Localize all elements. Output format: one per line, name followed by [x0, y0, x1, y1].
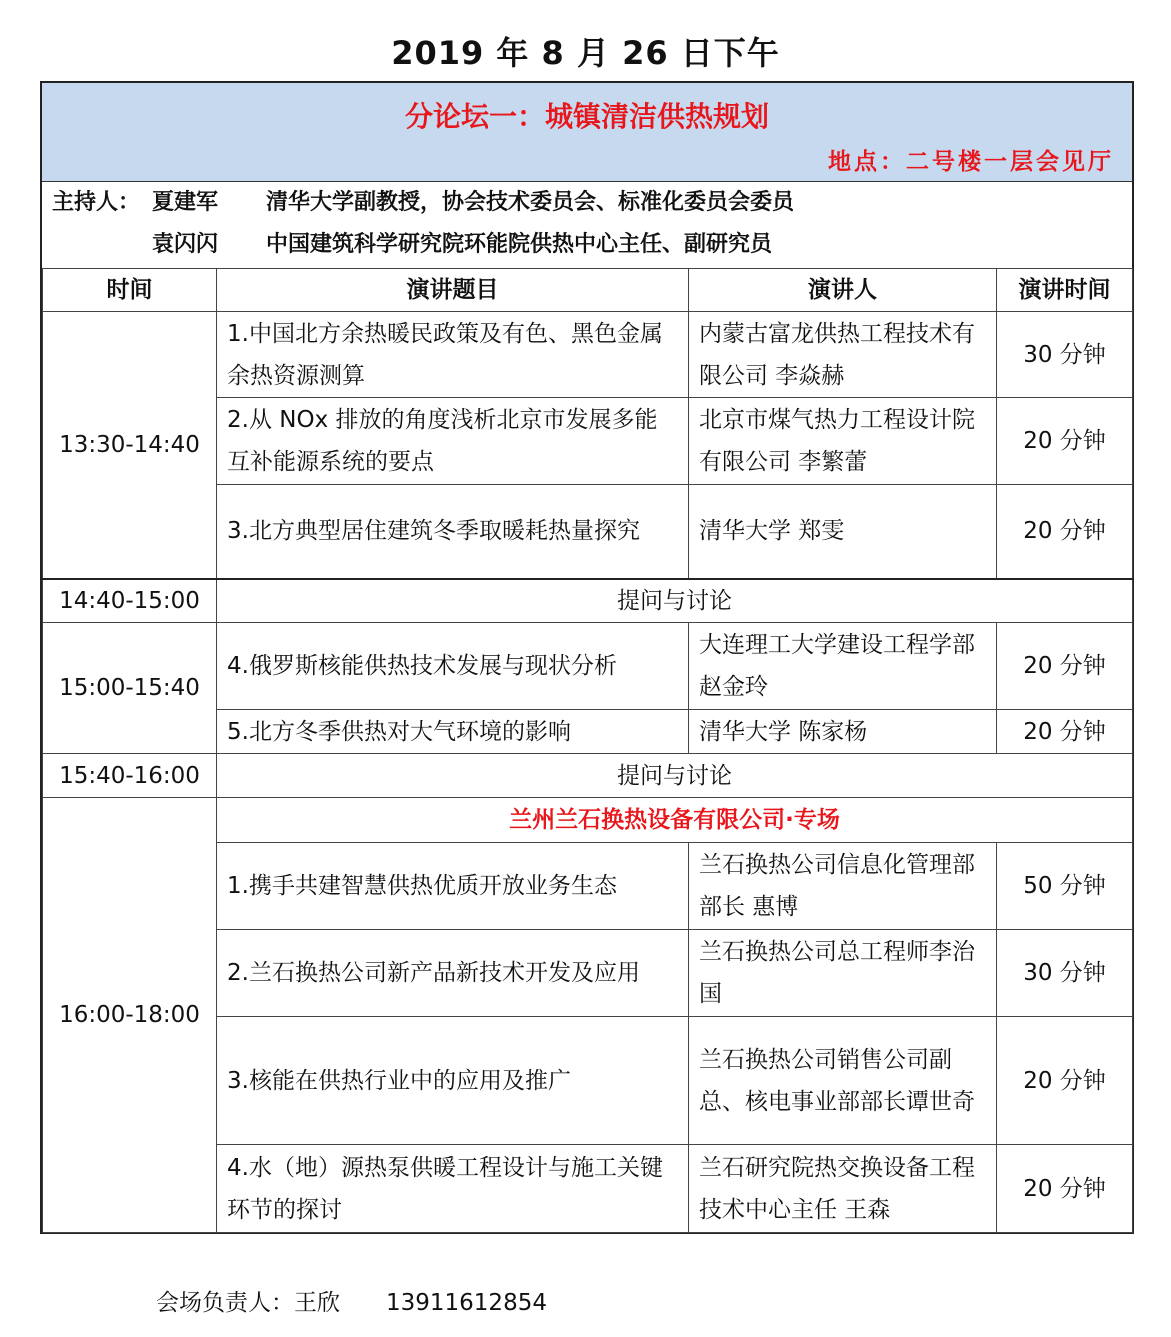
header-topic: 演讲题目	[217, 269, 689, 312]
talk-speaker: 兰石换热公司销售公司副总、核电事业部部长谭世奇	[689, 1017, 997, 1145]
special-session-row	[43, 798, 1133, 843]
page-title: 2019 年 8 月 26 日下午	[391, 34, 780, 72]
talk-duration: 20 分钟	[997, 710, 1133, 754]
talk-speaker: 内蒙古富龙供热工程技术有限公司 李焱赫	[689, 312, 997, 398]
talk-speaker: 北京市煤气热力工程设计院有限公司 李繁蕾	[689, 398, 997, 485]
footer-contact	[156, 1284, 547, 1317]
discussion-time: 15:40-16:00	[43, 754, 217, 798]
talk-speaker: 兰石研究院热交换设备工程技术中心主任 王森	[689, 1145, 997, 1233]
discussion-row	[43, 579, 1133, 623]
session-time: 13:30-14:40	[43, 312, 217, 579]
host-name: 夏建军	[152, 190, 219, 215]
talk-duration: 20 分钟	[997, 398, 1133, 485]
talk-topic: 2.从 NOx 排放的角度浅析北京市发展多能互补能源系统的要点	[217, 398, 689, 485]
forum-title: 分论坛一：城镇清洁供热规划	[404, 100, 769, 133]
talk-topic: 4.俄罗斯核能供热技术发展与现状分析	[217, 623, 689, 710]
header-duration: 演讲时间	[997, 269, 1133, 312]
discussion-label: 提问与讨论	[217, 579, 1133, 623]
talk-topic: 1.中国北方余热暖民政策及有色、黑色金属余热资源测算	[217, 312, 689, 398]
talk-duration: 50 分钟	[997, 843, 1133, 930]
discussion-label: 提问与讨论	[217, 754, 1133, 798]
host-row	[42, 225, 1132, 265]
talk-topic: 1.携手共建智慧供热优质开放业务生态	[217, 843, 689, 930]
talk-duration: 20 分钟	[997, 1145, 1133, 1233]
session-time: 15:00-15:40	[43, 623, 217, 754]
header-speaker: 演讲人	[689, 269, 997, 312]
talk-duration: 20 分钟	[997, 1017, 1133, 1145]
host-name: 袁闪闪	[152, 232, 219, 257]
talk-speaker: 清华大学 陈家杨	[689, 710, 997, 754]
host-desc: 清华大学副教授，协会技术委员会、标准化委员会委员	[266, 190, 795, 215]
talk-duration: 20 分钟	[997, 623, 1133, 710]
table-row	[43, 623, 1133, 710]
table-header-row	[43, 269, 1133, 312]
session-time: 16:00-18:00	[43, 798, 217, 1233]
discussion-time: 14:40-15:00	[43, 579, 217, 623]
talk-duration: 30 分钟	[997, 930, 1133, 1017]
schedule-frame	[40, 81, 1134, 1234]
talk-topic: 2.兰石换热公司新产品新技术开发及应用	[217, 930, 689, 1017]
host-desc: 中国建筑科学研究院环能院供热中心主任、副研究员	[266, 232, 773, 257]
talk-speaker: 兰石换热公司总工程师李治国	[689, 930, 997, 1017]
table-row	[43, 312, 1133, 398]
hosts-block	[42, 181, 1132, 269]
discussion-row	[43, 754, 1133, 798]
talk-speaker: 兰石换热公司信息化管理部部长 惠博	[689, 843, 997, 930]
venue-label: 地点：二号楼一层会见厅	[828, 149, 1114, 175]
host-label: 主持人：	[52, 190, 141, 215]
talk-topic: 4.水（地）源热泵供暖工程设计与施工关键环节的探讨	[217, 1145, 689, 1233]
contact-phone: 13911612854	[386, 1290, 547, 1316]
venue-manager: 会场负责人：王欣	[156, 1290, 340, 1316]
talk-duration: 30 分钟	[997, 312, 1133, 398]
host-row	[42, 183, 1132, 223]
talk-duration: 20 分钟	[997, 485, 1133, 579]
talk-topic: 3.核能在供热行业中的应用及推广	[217, 1017, 689, 1145]
talk-topic: 3.北方典型居住建筑冬季取暖耗热量探究	[217, 485, 689, 579]
talk-topic: 5.北方冬季供热对大气环境的影响	[217, 710, 689, 754]
forum-header	[42, 83, 1132, 182]
talk-speaker: 大连理工大学建设工程学部 赵金玲	[689, 623, 997, 710]
special-session-title: 兰州兰石换热设备有限公司·专场	[217, 798, 1133, 843]
schedule-table	[42, 268, 1133, 1233]
talk-speaker: 清华大学 郑雯	[689, 485, 997, 579]
header-time: 时间	[43, 269, 217, 312]
